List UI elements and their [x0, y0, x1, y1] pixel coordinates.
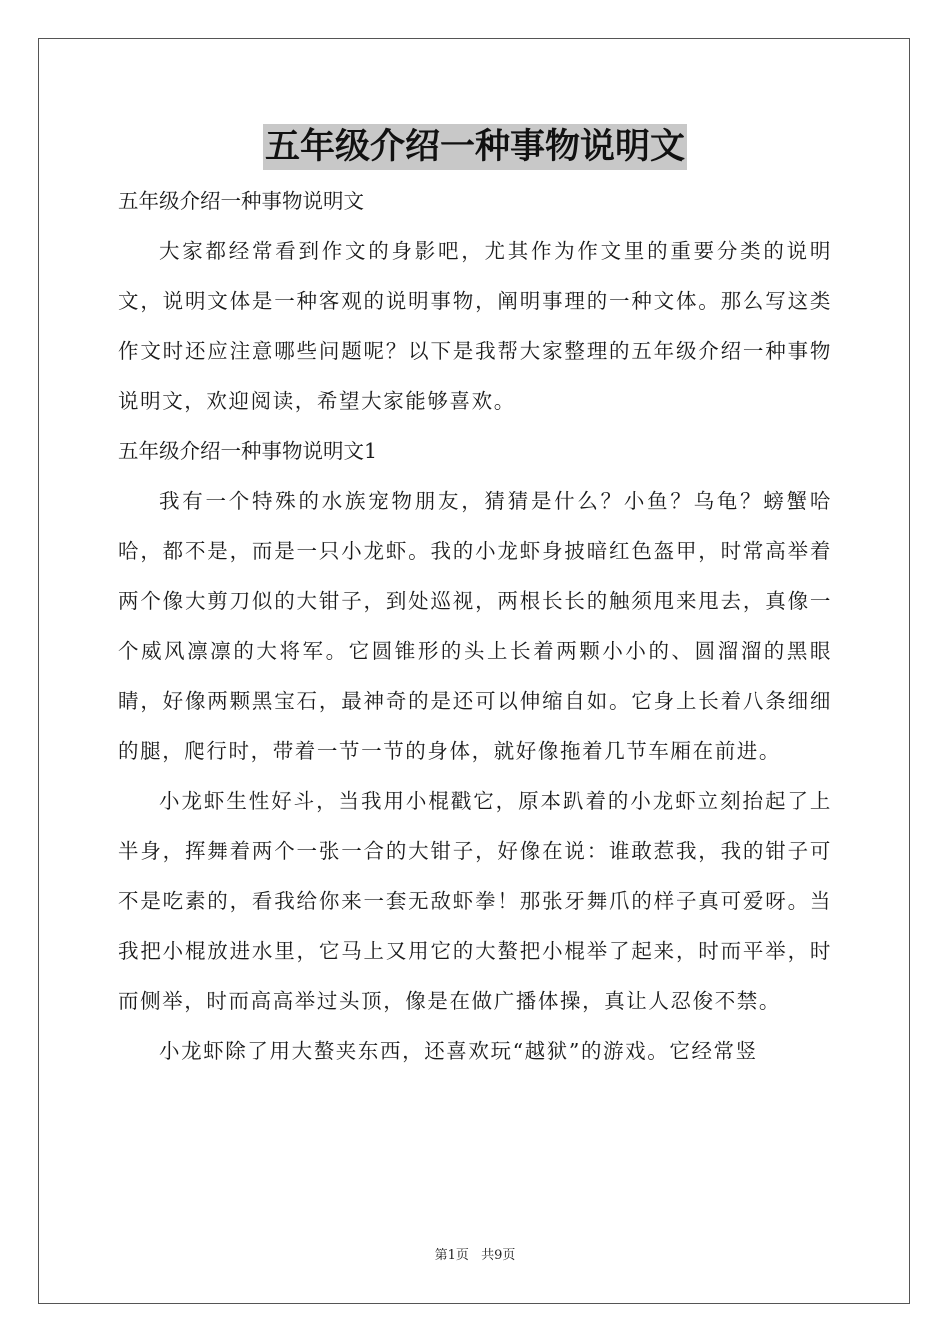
document-subtitle: 五年级介绍一种事物说明文 — [118, 189, 364, 213]
page-footer — [0, 1244, 950, 1263]
document-body — [118, 176, 832, 1076]
page-number: 第1页 — [434, 1248, 469, 1263]
document-title: 五年级介绍一种事物说明文 — [263, 124, 687, 170]
body-paragraph: 我有一个特殊的水族宠物朋友，猜猜是什么？小鱼？乌龟？螃蟹哈哈，都不是，而是一只小龙虾。我的小龙虾身披暗红色盔甲，时常高举着两个像大剪刀似的大钳子，到处巡视，两根长长的触须甩来甩去，真像一个威风凛凛的大将军。它圆锥形的头上长着两颗小小的、圆溜溜的黑眼睛，好像两颗黑宝石，最神奇的是还可以伸缩自如。它身上长着八条细细的腿，爬行时，带着一节一节的身体，就好像拖着几节车厢在前进。 — [118, 489, 832, 763]
body-paragraph: 小龙虾生性好斗，当我用小棍戳它，原本趴着的小龙虾立刻抬起了上半身，挥舞着两个一张一合的大钳子，好像在说：谁敢惹我，我的钳子可不是吃素的，看我给你来一套无敌虾拳！那张牙舞爪的样子真可爱呀。当我把小棍放进水里，它马上又用它的大螯把小棍举了起来，时而平举，时而侧举，时而高高举过头顶，像是在做广播体操，真让人忍俊不禁。 — [118, 789, 832, 1013]
body-paragraph: 小龙虾除了用大螯夹东西，还喜欢玩“越狱”的游戏。它经常竖 — [159, 1039, 758, 1063]
title-container — [0, 124, 950, 170]
section-heading: 五年级介绍一种事物说明文1 — [118, 439, 378, 463]
intro-paragraph: 大家都经常看到作文的身影吧，尤其作为作文里的重要分类的说明文，说明文体是一种客观的说明事物，阐明事理的一种文体。那么写这类作文时还应注意哪些问题呢？以下是我帮大家整理的五年级介绍一种事物说明文，欢迎阅读，希望大家能够喜欢。 — [118, 239, 832, 413]
page-total: 共9页 — [481, 1248, 516, 1263]
